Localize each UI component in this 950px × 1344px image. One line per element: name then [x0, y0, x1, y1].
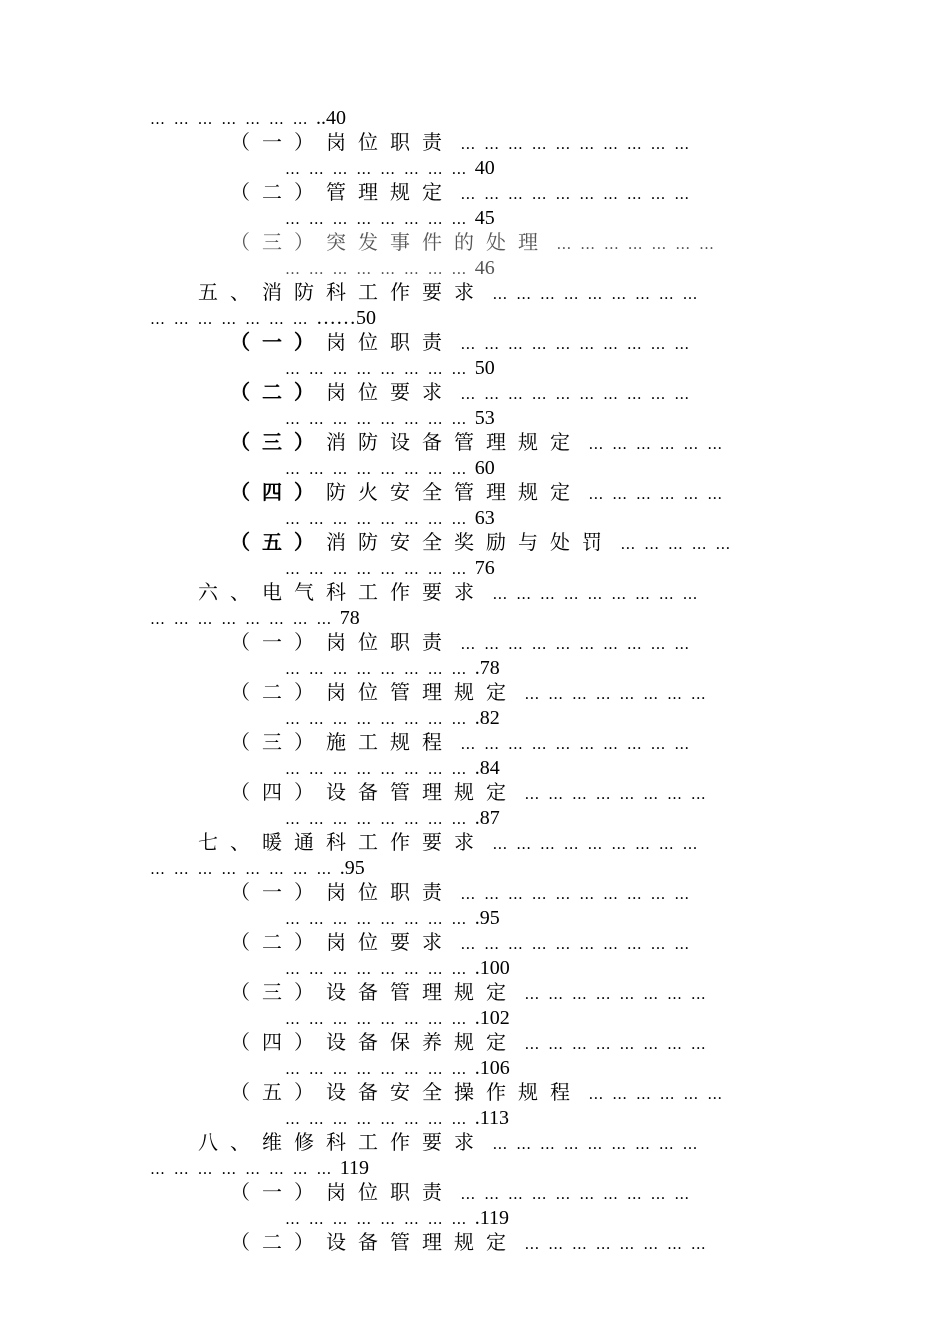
leader-dots: … … … … … … … … … …	[460, 385, 692, 403]
entry-label: （三）	[230, 730, 326, 754]
leader-dots: … … … … … …	[588, 485, 725, 503]
leader-dots: … … … … … … … …	[285, 1210, 469, 1228]
leader-dots: … … … … … … … … …	[492, 835, 700, 853]
entry-label: （四）	[230, 1030, 326, 1054]
entry-title: 维修科工作要求	[262, 1130, 486, 1154]
toc-entry-6-3	[230, 730, 691, 754]
page-number: .82	[474, 707, 500, 729]
leader-dots: … … … … … … … …	[285, 260, 469, 278]
leader-dots: … … … … … … … …	[285, 910, 469, 928]
leader-dots: … … … … …	[620, 535, 733, 553]
leader-dots: … … … … … … … … …	[492, 1135, 700, 1153]
toc-entry-5-5-cont	[285, 555, 495, 579]
page-number: .78	[474, 657, 500, 679]
entry-label: （三）	[230, 230, 326, 254]
toc-entry-6-1-cont	[285, 655, 500, 679]
entry-title: 电气科工作要求	[262, 580, 486, 604]
leader-dots: … … … … … … … …	[285, 1060, 469, 1078]
page-number: .84	[474, 757, 500, 779]
toc-entry-7	[198, 830, 700, 854]
page-number: .100	[474, 957, 510, 979]
toc-entry-8-cont	[150, 1155, 369, 1179]
entry-label: （一）	[230, 880, 326, 904]
toc-entry-5-3	[230, 430, 724, 454]
leader-dots: … … … … … … …	[150, 110, 310, 128]
leader-dots: … … … … … … … … … …	[460, 885, 692, 903]
page-number: 50	[474, 357, 495, 379]
toc-entry-5-3-cont	[285, 455, 495, 479]
toc-entry-6-1	[230, 630, 691, 654]
leader-dots: … … … … … … … … … …	[460, 135, 692, 153]
toc-entry-7-1	[230, 880, 691, 904]
entry-title: 岗位管理规定	[326, 680, 518, 704]
leader-dots: … … … … … … … …	[285, 160, 469, 178]
page-number: 60	[474, 457, 495, 479]
toc-entry-7-5-cont	[285, 1105, 509, 1129]
entry-title: 消防安全奖励与处罚	[326, 530, 614, 554]
toc-entry-continuation	[150, 105, 346, 129]
entry-title: 设备管理规定	[326, 780, 518, 804]
leader-dots: … … … … … … … …	[150, 860, 334, 878]
toc-entry-7-3-cont	[285, 1005, 510, 1029]
leader-dots: … … … … … … … …	[524, 1035, 708, 1053]
entry-title: 岗位职责	[326, 880, 454, 904]
page-number: 40	[474, 157, 495, 179]
entry-label: （一）	[230, 630, 326, 654]
leader-dots: … … … … … … … …	[150, 610, 334, 628]
toc-entry-4-1-cont	[285, 155, 495, 179]
entry-title: 设备保养规定	[326, 1030, 518, 1054]
leader-dots: … … … … … … … … … …	[460, 735, 692, 753]
leader-dots: … … … … … … …	[150, 310, 310, 328]
toc-entry-5-1	[230, 330, 691, 354]
leader-dots: … … … … … … … …	[285, 660, 469, 678]
entry-label: 六、	[198, 580, 262, 604]
page-number: 119	[339, 1157, 370, 1179]
leader-dots: … … … … … … … … … …	[460, 1185, 692, 1203]
toc-entry-4-3-cont	[285, 255, 495, 279]
entry-title: 岗位职责	[326, 130, 454, 154]
page-number: .106	[474, 1057, 510, 1079]
toc-entry-7-2-cont	[285, 955, 510, 979]
page-number: .95	[474, 907, 500, 929]
toc-entry-5-1-cont	[285, 355, 495, 379]
entry-label: （一）	[230, 330, 326, 354]
page-number: ..40	[315, 107, 346, 129]
leader-dots: … … … … … … … …	[285, 210, 469, 228]
entry-label: （四）	[230, 780, 326, 804]
entry-label: （一）	[230, 130, 326, 154]
page-number: 78	[339, 607, 360, 629]
toc-entry-7-3	[230, 980, 708, 1004]
leader-dots: … … … … … … … …	[285, 360, 469, 378]
entry-title: 岗位要求	[326, 930, 454, 954]
entry-title: 施工规程	[326, 730, 454, 754]
toc-entry-7-5	[230, 1080, 724, 1104]
toc-entry-5	[198, 280, 700, 304]
entry-title: 设备管理规定	[326, 1230, 518, 1254]
entry-label: （二）	[230, 380, 326, 404]
toc-entry-4-3	[230, 230, 716, 254]
leader-dots: … … … … … … … …	[524, 985, 708, 1003]
leader-dots: … … … … … … … …	[285, 510, 469, 528]
leader-dots: … … … … … …	[588, 1085, 725, 1103]
leader-dots: … … … … … … … …	[524, 685, 708, 703]
leader-dots: … … … … … … … …	[285, 760, 469, 778]
toc-entry-5-4	[230, 480, 724, 504]
page-number: .95	[339, 857, 365, 879]
page-number: .87	[474, 807, 500, 829]
toc-entry-5-2-cont	[285, 405, 495, 429]
toc-entry-4-1	[230, 130, 691, 154]
toc-entry-6	[198, 580, 700, 604]
page-number: .119	[474, 1207, 510, 1229]
toc-entry-7-cont	[150, 855, 365, 879]
page-number: 45	[474, 207, 495, 229]
leader-dots: … … … … … … … …	[524, 785, 708, 803]
entry-label: 八、	[198, 1130, 262, 1154]
leader-dots: … … … … … … …	[556, 235, 716, 253]
leader-dots: … … … … … … … …	[150, 1160, 334, 1178]
toc-entry-5-2	[230, 380, 691, 404]
entry-label: 七、	[198, 830, 262, 854]
entry-title: 岗位职责	[326, 330, 454, 354]
leader-dots: … … … … … … … … … …	[460, 335, 692, 353]
entry-label: （二）	[230, 1230, 326, 1254]
entry-title: 消防设备管理规定	[326, 430, 582, 454]
entry-title: 岗位职责	[326, 1180, 454, 1204]
entry-title: 岗位职责	[326, 630, 454, 654]
entry-label: （三）	[230, 430, 326, 454]
leader-dots: … … … … … … … … … …	[460, 935, 692, 953]
toc-entry-8-1	[230, 1180, 691, 1204]
toc-entry-8	[198, 1130, 700, 1154]
page-number: 53	[474, 407, 495, 429]
leader-dots: … … … … … …	[588, 435, 725, 453]
toc-entry-6-cont	[150, 605, 360, 629]
leader-dots: … … … … … … … … …	[492, 585, 700, 603]
leader-dots: … … … … … … … …	[524, 1235, 708, 1253]
page-number: 76	[474, 557, 495, 579]
entry-label: （一）	[230, 1180, 326, 1204]
entry-label: 五、	[198, 280, 262, 304]
toc-entry-8-1-cont	[285, 1205, 509, 1229]
leader-dots: … … … … … … … …	[285, 710, 469, 728]
page-number: 46	[474, 257, 495, 279]
leader-dots: … … … … … … … … … …	[460, 185, 692, 203]
toc-entry-7-4-cont	[285, 1055, 510, 1079]
toc-entry-5-4-cont	[285, 505, 495, 529]
leader-dots: … … … … … … … …	[285, 960, 469, 978]
toc-entry-6-2-cont	[285, 705, 500, 729]
leader-dots: … … … … … … … … …	[492, 285, 700, 303]
entry-label: （二）	[230, 930, 326, 954]
toc-entry-7-1-cont	[285, 905, 500, 929]
toc-entry-7-4	[230, 1030, 708, 1054]
leader-dots: … … … … … … … …	[285, 810, 469, 828]
toc-entry-4-2-cont	[285, 205, 495, 229]
leader-dots: … … … … … … … … … …	[460, 635, 692, 653]
entry-title: 设备管理规定	[326, 980, 518, 1004]
page-number: .102	[474, 1007, 510, 1029]
toc-entry-7-2	[230, 930, 691, 954]
entry-title: 设备安全操作规程	[326, 1080, 582, 1104]
entry-label: （二）	[230, 680, 326, 704]
leader-dots: … … … … … … … …	[285, 460, 469, 478]
toc-entry-6-2	[230, 680, 708, 704]
leader-dots: … … … … … … … …	[285, 410, 469, 428]
entry-label: （五）	[230, 530, 326, 554]
page-number: 63	[474, 507, 495, 529]
entry-title: 岗位要求	[326, 380, 454, 404]
entry-label: （三）	[230, 980, 326, 1004]
entry-title: 管理规定	[326, 180, 454, 204]
toc-entry-4-2	[230, 180, 691, 204]
leader-dots: … … … … … … … …	[285, 1010, 469, 1028]
toc-entry-5-cont	[150, 305, 376, 329]
toc-entry-8-2	[230, 1230, 708, 1254]
toc-entry-6-3-cont	[285, 755, 500, 779]
entry-title: 暖通科工作要求	[262, 830, 486, 854]
leader-dots: … … … … … … … …	[285, 560, 469, 578]
entry-title: 消防科工作要求	[262, 280, 486, 304]
toc-entry-5-5	[230, 530, 732, 554]
entry-title: 防火安全管理规定	[326, 480, 582, 504]
toc-entry-6-4	[230, 780, 708, 804]
entry-label: （五）	[230, 1080, 326, 1104]
entry-label: （四）	[230, 480, 326, 504]
entry-title: 突发事件的处理	[326, 230, 550, 254]
entry-label: （二）	[230, 180, 326, 204]
leader-dots: … … … … … … … …	[285, 1110, 469, 1128]
page-number: ……50	[315, 307, 376, 329]
page-number: .113	[474, 1107, 510, 1129]
toc-entry-6-4-cont	[285, 805, 500, 829]
